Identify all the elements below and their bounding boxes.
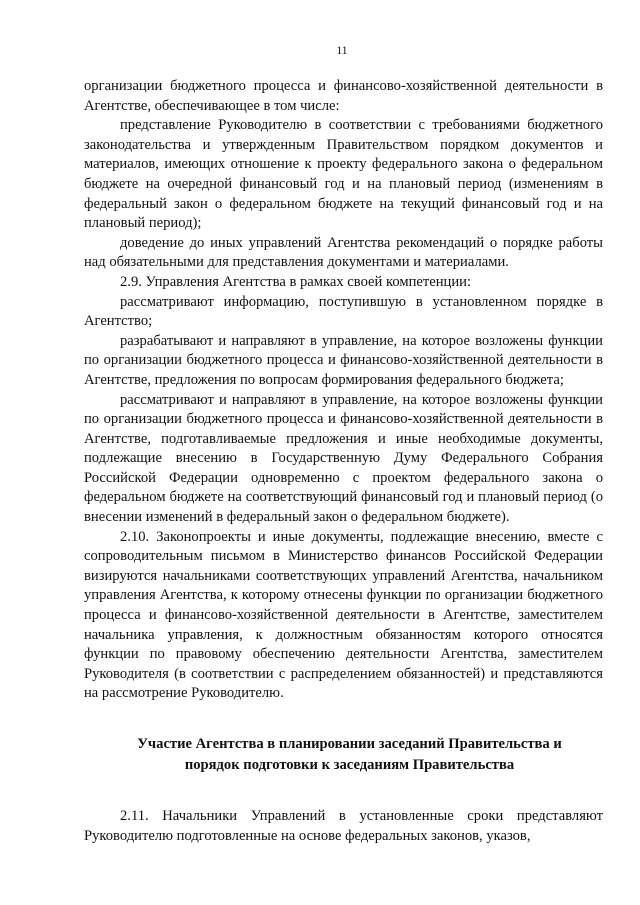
paragraph: доведение до иных управлений Агентства рекомендаций о порядке работы над обязательными для представления документами и материалами. <box>84 234 603 271</box>
paragraph: рассматривают и направляют в управление, на которое возложены функции по организации бюджетного процесса и финансово-хозяйственной деятельности в Агентстве, подготавливаемые предложения и иные необходимые документы, подлежащие внесению в Государственную Думу Федерального Собрания Российской Федерации одновременно с проектом федерального закона о федеральном бюджете на соответствующий финансовый год и плановый период (о внесении изменений в федеральный закон о федеральном бюджете). <box>84 391 603 526</box>
paragraph: рассматривают информацию, поступившую в установленном порядке в Агентство; <box>84 293 603 330</box>
section-heading-line: порядок подготовки к заседаниям Правительства <box>184 757 515 773</box>
paragraph: 2.10. Законопроекты и иные документы, подлежащие внесению, вместе с сопроводительным письмом в Министерство финансов Российской Федерации визируются начальниками соответствующих управлений Агентства, начальником управления Агентства, к которому отнесены функции по организации бюджетного процесса и финансово-хозяйственной деятельности в Агентстве, заместителем начальника управления, к должностным обязанностям которого относятся функции по правовому обеспечению деятельности Агентства, заместителем Руководителя (в соответствии с распределением обязанностей) и представляются на рассмотрение Руководителю. <box>84 528 603 702</box>
paragraph: представление Руководителю в соответствии с требованиями бюджетного законодательства и утвержденным Правительством порядком документов и материалов, имеющих отношение к проекту федерального закона о федеральном бюджете на очередной финансовый год и на плановый период (изменениям в федеральный закон о федеральном бюджете на текущий финансовый год и на плановый период); <box>84 117 603 232</box>
document-body <box>84 77 603 846</box>
paragraph: разрабатывают и направляют в управление, на которое возложены функции по организации бюджетного процесса и финансово-хозяйственной деятельности в Агентстве, предложения по вопросам формирования федерального бюджета; <box>84 332 603 388</box>
paragraphs-bottom <box>84 807 603 846</box>
section-heading-line: Участие Агентства в планировании заседаний Правительства и <box>137 736 562 752</box>
section-heading <box>84 734 603 776</box>
paragraph: 2.9. Управления Агентства в рамках своей компетенции: <box>120 273 472 290</box>
page-number: 11 <box>336 45 348 57</box>
paragraph: 2.11. Начальники Управлений в установленные сроки представляют Руководителю подготовленные на основе федеральных законов, указов, <box>84 808 603 844</box>
paragraphs-top <box>84 77 603 704</box>
paragraph: организации бюджетного процесса и финансово-хозяйственной деятельности в Агентстве, обеспечивающее в том числе: <box>84 78 603 114</box>
